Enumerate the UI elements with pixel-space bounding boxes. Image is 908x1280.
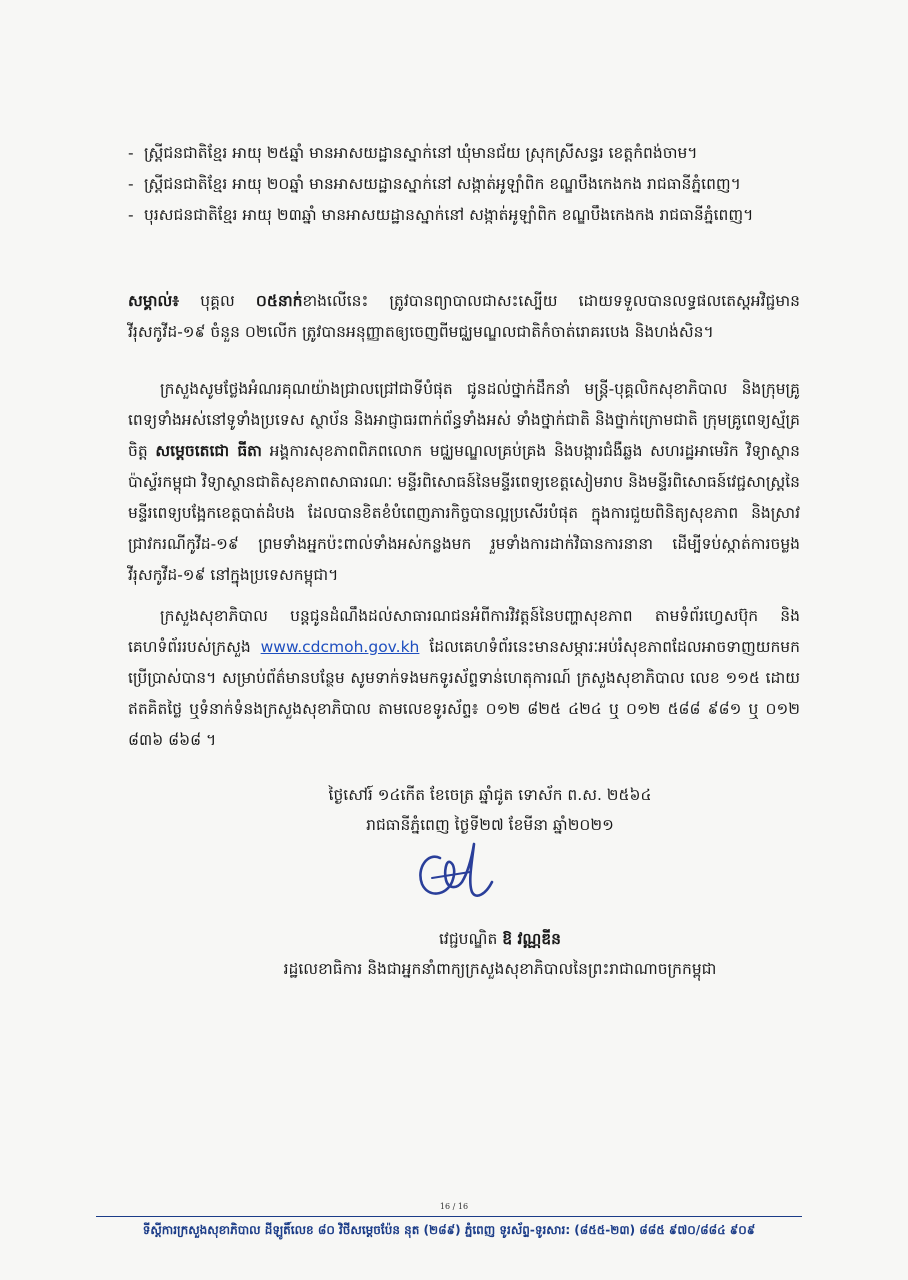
paragraph-bold: សម្តេចតេជោ ធីតា [155,442,262,460]
signer-name-line [180,924,820,954]
note-label: សម្គាល់៖ [128,292,180,310]
list-item: - ស្ត្រីជនជាតិខ្មែរ អាយុ ២៥ឆ្នាំ មានអាសយដ្ឋានស្នាក់នៅ ឃុំមានជ័យ ស្រុកស្រីសន្ធរ ខេត្តកំពង់ចាម។ [128,138,800,169]
note-text: ខាងលើនេះ ត្រូវបានព្យាបាលជាសះស្បើយ ដោយទទួលបានលទ្ធផលតេស្តអវិជ្ជមានវីរុសកូវីដ-១៩ ចំនួន ០២លើក ត្រូវបានអនុញ្ញាតឲ្យចេញពីមជ្ឈមណ្ឌលជាតិកំចាត់រោគរបេង និងហង់សិន។ [128,292,800,341]
acknowledgement-paragraph [128,374,800,591]
signer-name: ឱ វណ្ណឌីន [502,930,561,948]
paragraph-text: អង្គការសុខភាពពិភពលោក មជ្ឈមណ្ឌលគ្រប់គ្រង និងបង្ការជំងឺឆ្លង សហរដ្ឋអាមេរិក វិទ្យាស្ថានប៉ាស្ទ័រកម្ពុជា វិទ្យាស្ថានជាតិសុខភាពសាធារណៈ មន្ទីរពិសោធន៍នៃមន្ទីរពេទ្យខេត្តសៀមរាប និងមន្ទីរពិសោធន៍វេជ្ជសាស្ត្រនៃមន្ទីរពេទ្យបង្អែកខេត្តបាត់ដំបង ដែលបានខិតខំបំពេញភារកិច្ចបានល្អប្រសើរបំផុត ក្នុងការជួយពិនិត្យសុខភាព និងស្រាវជ្រាវករណីកូវីដ-១៩ ព្រមទាំងអ្នកប៉ះពាល់ទាំងអស់កន្លងមក រួមទាំងការដាក់វិធានការនានា ដើម្បីទប់ស្កាត់ការចម្លងវីរុសកូវីដ-១៩ នៅក្នុងប្រទេសកម្ពុជា។ [128,442,801,584]
website-link[interactable]: www.cdcmoh.gov.kh [260,638,420,656]
paragraph-text: ដែលគេហទំព័រនេះមានសម្ភារៈអប់រំសុខភាពដែលអាចទាញយកមកប្រើប្រាស់បាន។ សម្រាប់ព័ត៌មានបន្ថែម សូមទាក់ទងមកទូរស័ព្ទទាន់ហេតុការណ៍ ក្រសួងសុខាភិបាល លេខ ១១៥ ដោយឥតគិតថ្លៃ ឬទំនាក់ទំនងក្រសួងសុខាភិបាល តាមលេខទូរស័ព្ទ៖ ០១២ ៨២៥ ៤២៤ ឬ ០១២ ៥៨៨ ៩៨១ ឬ ០១២ ៨៣៦ ៨៦៨ ។ [128,638,800,749]
note-paragraph [128,286,800,348]
note-pre: បុគ្គល [200,292,235,310]
signer-block [180,924,820,984]
information-paragraph [128,601,800,756]
footer-divider [96,1216,802,1217]
list-item: - ស្ត្រីជនជាតិខ្មែរ អាយុ ២០ឆ្នាំ មានអាសយដ្ឋានស្នាក់នៅ សង្កាត់អូឡាំពិក ខណ្ឌបឹងកេងកង រាជធានីភ្នំពេញ។ [128,169,800,200]
bullet-list [128,138,800,231]
bullet-text: ស្ត្រីជនជាតិខ្មែរ អាយុ ២០ឆ្នាំ មានអាសយដ្ឋានស្នាក់នៅ សង្កាត់អូឡាំពិក ខណ្ឌបឹងកេងកង រាជធានីភ្នំពេញ។ [144,175,741,193]
page-number: 16 / 16 [439,1202,469,1211]
bullet-text: បុរសជនជាតិខ្មែរ អាយុ ២៣ឆ្នាំ មានអាសយដ្ឋានស្នាក់នៅ សង្កាត់អូឡាំពិក ខណ្ឌបឹងកេងកង រាជធានីភ្នំពេញ។ [144,206,754,224]
solar-date: រាជធានីភ្នំពេញ ថ្ងៃទី២៧ ខែមីនា ឆ្នាំ២០២១ [366,816,614,834]
footer-address: ទីស្តីការក្រសួងសុខាភិបាល ដីឡូតិ៍លេខ ៨០ វិថីសម្តេចប៉ែន នុត (២៨៩) ភ្នំពេញ ទូរស័ព្ទ-ទូរសារ: (៨៥៥-២៣) ៨៨៥ ៩៧០/៨៨៤ ៩០៩ [142,1223,756,1237]
signature-icon [410,838,502,906]
lunar-date: ថ្ងៃសៅរ៍ ១៤កើត ខែចេត្រ ឆ្នាំជូត ទោស័ក ព.ស. ២៥៦៤ [328,786,652,804]
signer-position: រដ្ឋលេខាធិការ និងជាអ្នកនាំពាក្យក្រសួងសុខាភិបាលនៃព្រះរាជាណាចក្រកម្ពុជា [283,960,717,978]
list-item: - បុរសជនជាតិខ្មែរ អាយុ ២៣ឆ្នាំ មានអាសយដ្ឋានស្នាក់នៅ សង្កាត់អូឡាំពិក ខណ្ឌបឹងកេងកង រាជធានីភ្នំពេញ។ [128,200,800,231]
bullet-text: ស្ត្រីជនជាតិខ្មែរ អាយុ ២៥ឆ្នាំ មានអាសយដ្ឋានស្នាក់នៅ ឃុំមានជ័យ ស្រុកស្រីសន្ធរ ខេត្តកំពង់ចាម។ [144,144,698,162]
note-count: ០៥នាក់ [255,292,303,310]
date-block [200,780,780,840]
paragraph-text: ក្រសួងសុខាភិបាល បន្តជូនដំណឹងដល់សាធារណជនអំពីការវិវត្តន៍នៃបញ្ហាសុខភាព តាមទំព័រហ្វេសប៊ុក និងគេហទំព័ររបស់ក្រសួង [128,607,800,656]
paragraph-text: ក្រសួងសូមថ្លែងអំណរគុណយ៉ាងជ្រាលជ្រៅជាទីបំផុត ជូនដល់ថ្នាក់ដឹកនាំ មន្ត្រី-បុគ្គលិកសុខាភិបាល និងក្រុមគ្រូពេទ្យទាំងអស់នៅទូទាំងប្រទេស ស្ថាប័ន និងអាជ្ញាធរពាក់ព័ន្ធទាំងអស់ ទាំងថ្នាក់ជាតិ និងថ្នាក់ក្រោមជាតិ ក្រុមគ្រូពេទ្យស្ម័គ្រចិត្ត [128,380,800,460]
signer-title: វេជ្ជបណ្ឌិត [439,930,498,948]
